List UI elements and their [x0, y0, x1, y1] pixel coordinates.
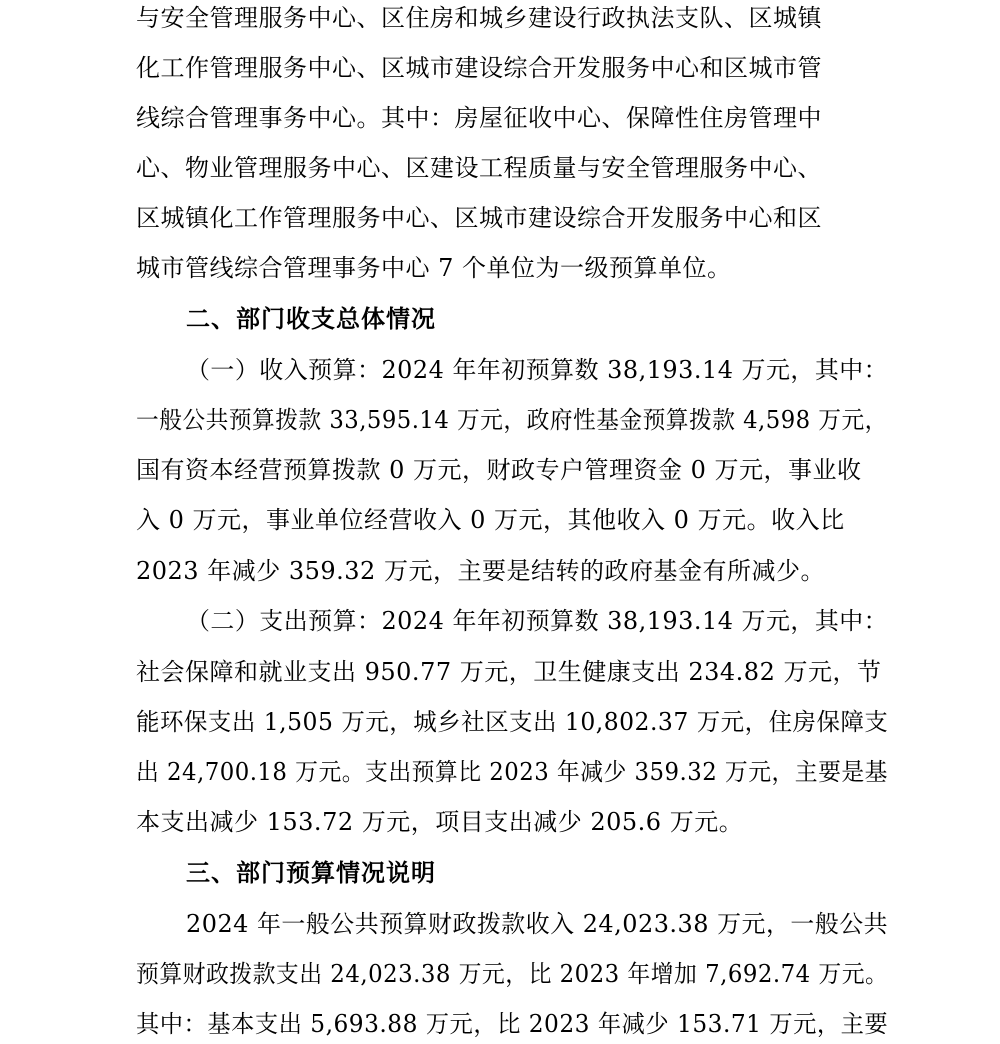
text-line: 国有资本经营预算拨款 0 万元，财政专户管理资金 0 万元，事业收 [136, 456, 862, 484]
text-line: 城市管线综合管理事务中心 7 个单位为一级预算单位。 [136, 254, 732, 282]
text-line: 心、物业管理服务中心、区建设工程质量与安全管理服务中心、 [136, 154, 822, 182]
paragraph-first-line: （一）收入预算：2024 年年初预算数 38,193.14 万元，其中： [186, 356, 889, 384]
section-heading: 三、部门预算情况说明 [186, 859, 436, 887]
text-line: 与安全管理服务中心、区住房和城乡建设行政执法支队、区城镇 [136, 4, 822, 32]
text-line: 化工作管理服务中心、区城市建设综合开发服务中心和区城市管 [136, 54, 822, 82]
text-line: 入 0 万元，事业单位经营收入 0 万元，其他收入 0 万元。收入比 [136, 506, 845, 534]
paragraph-first-line: （二）支出预算：2024 年年初预算数 38,193.14 万元，其中： [186, 607, 889, 635]
text-line: 本支出减少 153.72 万元，项目支出减少 205.6 万元。 [136, 808, 744, 836]
text-line: 能环保支出 1,505 万元，城乡社区支出 10,802.37 万元，住房保障支 [136, 708, 889, 736]
section-heading: 二、部门收支总体情况 [186, 305, 436, 333]
text-line: 2023 年减少 359.32 万元，主要是结转的政府基金有所减少。 [136, 557, 825, 585]
paragraph-first-line: 2024 年一般公共预算财政拨款收入 24,023.38 万元，一般公共 [186, 910, 889, 938]
text-line: 出 24,700.18 万元。支出预算比 2023 年减少 359.32 万元，主要是基 [136, 758, 888, 786]
text-line: 社会保障和就业支出 950.77 万元，卫生健康支出 234.82 万元，节 [136, 658, 882, 686]
text-line: 一般公共预算拨款 33,595.14 万元，政府性基金预算拨款 4,598 万元， [136, 406, 888, 434]
text-line: 区城镇化工作管理服务中心、区城市建设综合开发服务中心和区 [136, 204, 822, 232]
text-line: 其中：基本支出 5,693.88 万元，比 2023 年减少 153.71 万元，主要 [136, 1010, 889, 1038]
text-line: 预算财政拨款支出 24,023.38 万元，比 2023 年增加 7,692.74 万元。 [136, 960, 889, 988]
text-line: 线综合管理事务中心。其中：房屋征收中心、保障性住房管理中 [136, 104, 822, 132]
